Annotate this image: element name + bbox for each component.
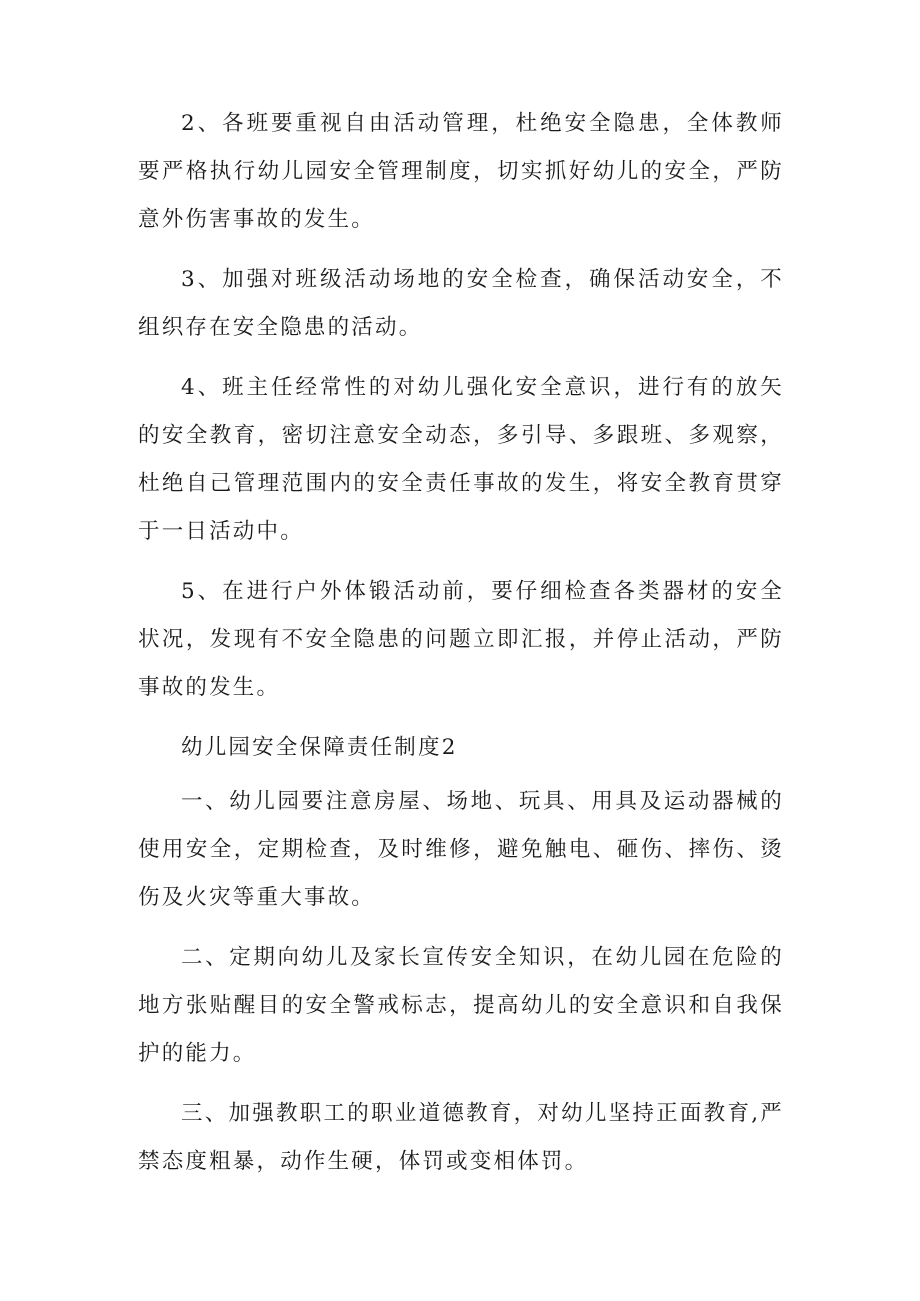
paragraph-item-one: 一、幼儿园要注意房屋、场地、玩具、用具及运动器械的使用安全，定期检查，及时维修，避免触电、砸伤、摔伤、烫伤及火灾等重大事故。 bbox=[138, 789, 784, 910]
paragraph-item-4: 4、班主任经常性的对幼儿强化安全意识，进行有的放矢的安全教育，密切注意安全动态，多引导、多跟班、多观察，杜绝自己管理范围内的安全责任事故的发生，将安全教育贯穿于一日活动中。 bbox=[138, 375, 784, 544]
paragraph-item-3: 3、加强对班级活动场地的安全检查，确保活动安全，不组织存在安全隐患的活动。 bbox=[138, 267, 784, 340]
paragraph-item-2: 2、各班要重视自由活动管理，杜绝安全隐患，全体教师要严格执行幼儿园安全管理制度，切实抓好幼儿的安全，严防意外伤害事故的发生。 bbox=[138, 111, 784, 232]
paragraph-item-5: 5、在进行户外体锻活动前，要仔细检查各类器材的安全状况，发现有不安全隐患的问题立即汇报，并停止活动，严防事故的发生。 bbox=[138, 579, 784, 700]
paragraph-item-two: 二、定期向幼儿及家长宣传安全知识，在幼儿园在危险的地方张贴醒目的安全警戒标志，提高幼儿的安全意识和自我保护的能力。 bbox=[138, 945, 784, 1066]
paragraph-item-three: 三、加强教职工的职业道德教育，对幼儿坚持正面教育,严禁态度粗暴，动作生硬，体罚或变相体罚。 bbox=[138, 1101, 784, 1174]
document-page bbox=[138, 100, 784, 1198]
section-heading: 幼儿园安全保障责任制度2 bbox=[181, 735, 458, 760]
